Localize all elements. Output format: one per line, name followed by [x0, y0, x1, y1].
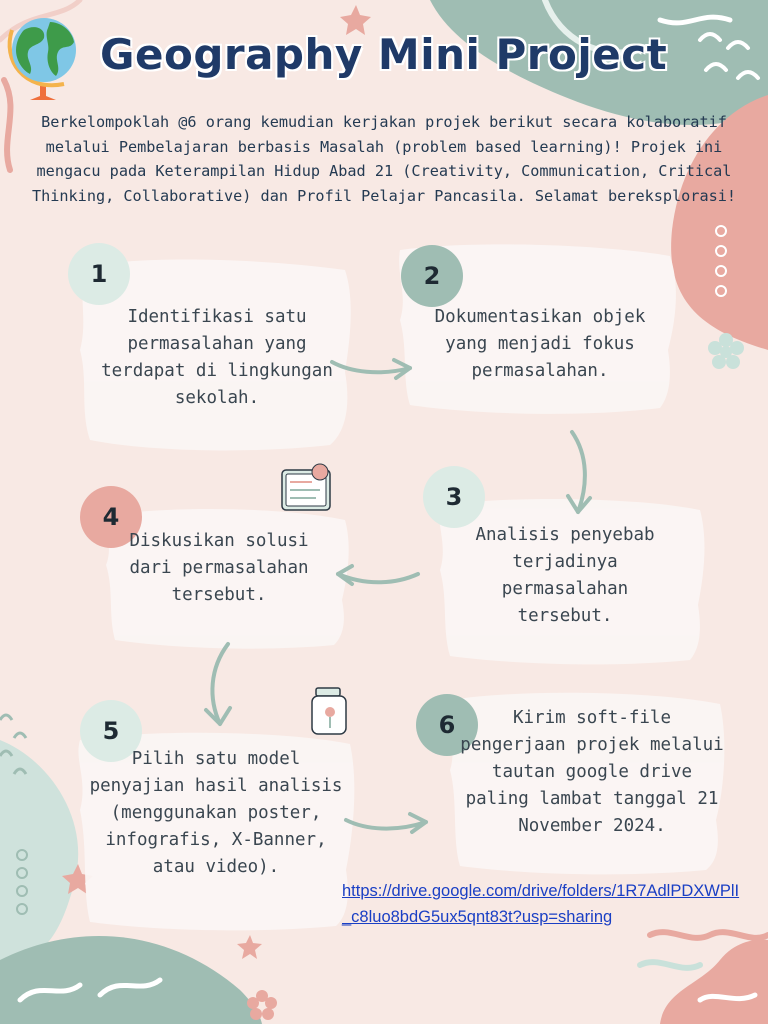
curved-arrow-icon — [346, 814, 426, 832]
step-text: Identifikasi satu permasalahan yang terdapat di lingkungan sekolah. — [101, 307, 333, 408]
step-text: Analisis penyebab terjadinya permasalahan tersebut. — [475, 525, 655, 626]
step-number-badge: 4 — [80, 486, 142, 548]
curved-arrow-icon — [338, 566, 418, 584]
step-number-badge: 6 — [416, 694, 478, 756]
step-number-badge: 3 — [423, 466, 485, 528]
step-text: Pilih satu model penyajian hasil analisis (menggunakan poster, infografis, X-Banner, atau video). — [89, 749, 343, 877]
step-number-badge: 1 — [68, 243, 130, 305]
drive-link[interactable]: https://drive.google.com/drive/folders/1R7AdlPDXWPlI_c8luo8bdG5ux5qnt83t?usp=sharing — [342, 882, 740, 926]
step-text: Kirim soft-file pengerjaan projek melalui tautan google drive paling lambat tanggal 21 November 2024. — [460, 708, 724, 836]
step-number-badge: 2 — [401, 245, 463, 307]
jar-doodle-icon — [312, 688, 346, 734]
curved-arrow-icon — [206, 644, 230, 724]
notebook-doodle-icon — [282, 464, 330, 510]
step-text: Diskusikan solusi dari permasalahan tersebut. — [129, 531, 309, 605]
intro-paragraph: Berkelompoklah @6 orang kemudian kerjakan projek berikut secara kolaboratif melalui Pembelajaran berbasis Masalah (problem based learning)! Projek ini mengacu pada Keterampilan Hidup Abad 21 (Creativity, Communication, Critical Thinking, Collaborative) dan Profil Pelajar Pancasila. Selamat bereksplorasi! — [31, 113, 737, 205]
page-title: Geography Mini Project — [100, 30, 668, 79]
globe-icon — [10, 18, 76, 100]
step-number-badge: 5 — [80, 700, 142, 762]
step-text: Dokumentasikan objek yang menjadi fokus permasalahan. — [434, 307, 646, 381]
